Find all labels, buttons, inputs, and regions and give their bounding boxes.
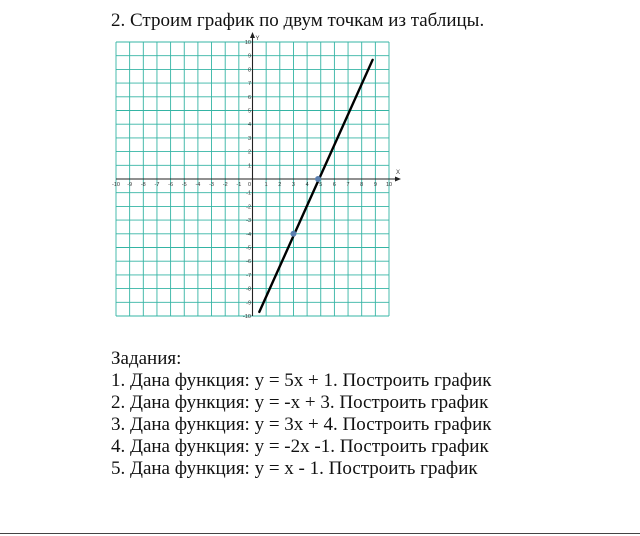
y-tick-label: 1	[247, 163, 251, 170]
y-tick-label: 6	[247, 94, 251, 101]
x-tick-label: -8	[140, 182, 146, 188]
chart-svg	[106, 30, 406, 325]
x-tick-label: -3	[209, 182, 214, 188]
y-tick-label: 8	[247, 67, 251, 74]
x-tick-label: 9	[373, 182, 377, 188]
y-tick-label: 9	[247, 53, 251, 60]
y-tick-label: -5	[246, 245, 251, 252]
y-tick-label: -9	[246, 300, 251, 307]
x-tick-label: -5	[181, 182, 187, 188]
y-tick-label: -1	[246, 190, 251, 197]
x-tick-label: 6	[332, 182, 336, 188]
y-tick-label: -2	[246, 204, 251, 211]
x-tick-label: 3	[291, 182, 295, 188]
x-tick-label: 7	[346, 182, 350, 188]
y-tick-label: 10	[244, 40, 251, 46]
graph-line	[259, 60, 372, 312]
y-tick-label: -10	[243, 314, 251, 320]
y-tick-label: -7	[246, 272, 251, 279]
x-tick-label: 10	[385, 182, 393, 188]
x-tick-label: 4	[305, 182, 309, 188]
x-tick-label: -2	[222, 182, 228, 188]
x-axis-arrow	[395, 177, 401, 182]
origin-label: 0	[247, 182, 251, 188]
x-tick-label: 2	[278, 182, 282, 188]
y-tick-label: -3	[246, 218, 251, 225]
x-tick-label: -7	[154, 182, 160, 188]
x-tick-label: 8	[360, 182, 364, 188]
graph-point	[290, 231, 296, 237]
task-heading: 2. Строим график по двум точкам из таблицы.	[111, 10, 485, 31]
task-item: 4. Дана функция: у = -2х -1. Построить график	[111, 436, 489, 457]
x-tick-label: -6	[168, 182, 174, 188]
graph-point	[315, 176, 321, 182]
x-tick-label: 5	[319, 182, 323, 188]
y-tick-label: -4	[246, 231, 251, 238]
y-tick-label: -6	[246, 259, 251, 266]
y-tick-label: 2	[247, 149, 251, 156]
tasks-title: Задания:	[111, 348, 182, 369]
coordinate-graph	[106, 30, 406, 325]
y-tick-label: 3	[247, 135, 251, 142]
y-axis-arrow	[250, 32, 255, 38]
y-axis-name: Y	[255, 36, 260, 42]
y-tick-label: 7	[247, 81, 251, 88]
x-axis-name: X	[396, 170, 401, 176]
task-item: 2. Дана функция: у = -х + 3. Построить график	[111, 392, 489, 413]
x-tick-label: -10	[112, 182, 120, 188]
bottom-divider	[0, 533, 640, 534]
y-tick-label: 4	[247, 122, 251, 129]
task-item: 1. Дана функция: у = 5х + 1. Построить график	[111, 370, 492, 391]
tasks-list	[111, 370, 492, 480]
x-tick-label: -9	[127, 182, 133, 188]
x-tick-label: -1	[236, 182, 242, 188]
x-tick-label: -4	[195, 182, 201, 188]
task-item: 5. Дана функция: у = х - 1. Построить график	[111, 458, 478, 479]
y-tick-label: -8	[246, 286, 251, 293]
task-item: 3. Дана функция: у = 3х + 4. Построить график	[111, 414, 492, 435]
x-tick-label: 1	[264, 182, 268, 188]
tasks-section	[111, 348, 492, 480]
y-tick-label: 5	[247, 108, 251, 115]
